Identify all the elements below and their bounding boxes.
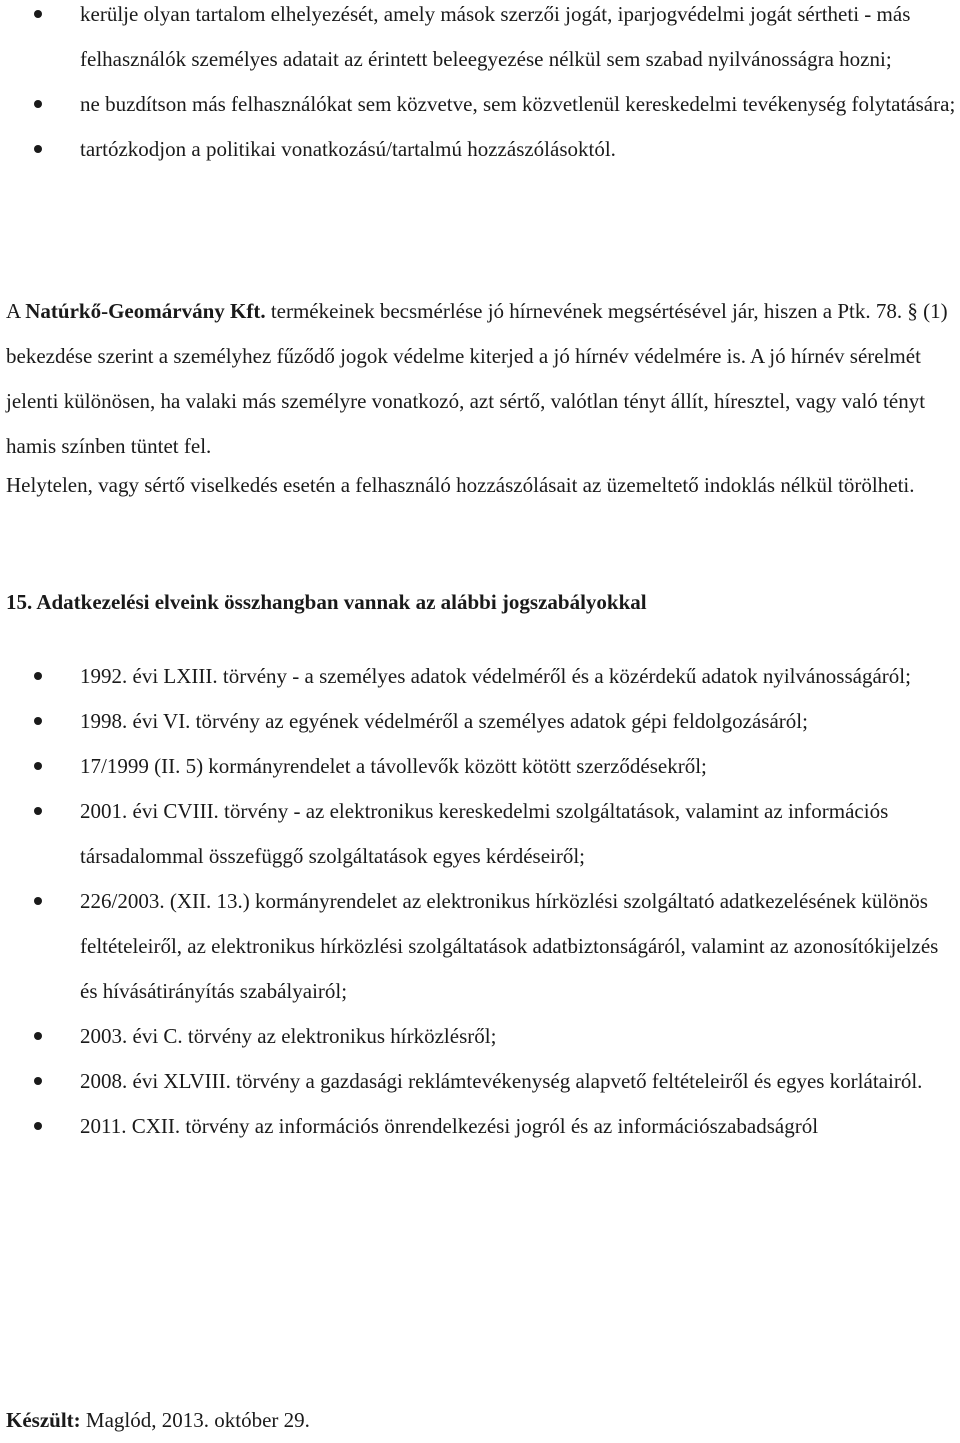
list-item-text: 1998. évi VI. törvény az egyének védelméről a személyes adatok gépi feldolgozásáról;	[80, 709, 808, 733]
list-item	[0, 1059, 960, 1104]
bullet-icon	[34, 145, 42, 153]
paragraph-prefix: A	[6, 299, 26, 323]
paragraph-body: termékeinek becsmérlése jó hírnevének megsértésével jár, hiszen a Ptk. 78. § (1) bekezdése szerint a személyhez fűződő jogok védelme kiterjed a jó hírnév védelmére is. A jó hírnév sérelmét jelenti különösen, ha valaki más személyre vonatkozó, azt sértő, valótlan tényt állít, híresztel, vagy való tényt hamis színben tüntet fel.	[6, 299, 948, 458]
list-item-text: 2003. évi C. törvény az elektronikus hírközlésről;	[80, 1024, 497, 1048]
list-item-text: 17/1999 (II. 5) kormányrendelet a távollevők között kötött szerződésekről;	[80, 754, 707, 778]
list-item-text: kerülje olyan tartalom elhelyezését, amely mások szerzői jogát, iparjogvédelmi jogát sértheti - más felhasználók személyes adatait az érintett beleegyezése nélkül sem szabad nyilvánosságra hozni;	[80, 2, 911, 71]
list-item-text: 226/2003. (XII. 13.) kormányrendelet az elektronikus hírközlési szolgáltató adatkezelésének különös feltételeiről, az elektronikus hírközlési szolgáltatások adatbiztonságáról, valamint az azonosítókijelzés és hívásátirányítás szabályairól;	[80, 889, 939, 1003]
list-item	[0, 699, 960, 744]
bullet-icon	[34, 762, 42, 770]
list-item	[0, 1104, 960, 1149]
list-item-text: 2001. évi CVIII. törvény - az elektronikus kereskedelmi szolgáltatások, valamint az információs társadalommal összefüggő szolgáltatások egyes kérdéseiről;	[80, 799, 889, 868]
laws-bullet-list	[0, 654, 960, 1149]
bullet-icon	[34, 717, 42, 725]
list-item-text: ne buzdítson más felhasználókat sem közvetve, sem közvetlenül kereskedelmi tevékenység folytatására;	[80, 92, 956, 116]
list-item	[0, 127, 960, 172]
section-heading: 15. Adatkezelési elveink összhangban vannak az alábbi jogszabályokkal	[6, 590, 647, 614]
bullet-icon	[34, 10, 42, 18]
list-item-text: 2011. CXII. törvény az információs önrendelkezési jogról és az információszabadságról	[80, 1114, 819, 1138]
list-item	[0, 0, 960, 82]
bullet-icon	[34, 1032, 42, 1040]
bullet-icon	[34, 1077, 42, 1085]
list-item	[0, 789, 960, 879]
bullet-icon	[34, 897, 42, 905]
company-name: Natúrkő-Geomárvány Kft.	[25, 299, 266, 323]
list-item	[0, 82, 960, 127]
signoff-value: Maglód, 2013. október 29.	[80, 1408, 310, 1432]
deletion-paragraph: Helytelen, vagy sértő viselkedés esetén a felhasználó hozzászólásait az üzemeltető indoklás nélkül törölheti.	[6, 473, 915, 497]
list-item	[0, 1014, 960, 1059]
bullet-icon	[34, 100, 42, 108]
list-item	[0, 879, 960, 1014]
bullet-icon	[34, 807, 42, 815]
list-item-text: tartózkodjon a politikai vonatkozású/tartalmú hozzászólásoktól.	[80, 137, 616, 161]
bullet-icon	[34, 672, 42, 680]
reputation-paragraph	[6, 289, 956, 469]
rules-bullet-list	[0, 0, 960, 172]
list-item	[0, 654, 960, 699]
signoff-line	[6, 1398, 310, 1443]
list-item-text: 1992. évi LXIII. törvény - a személyes adatok védelméről és a közérdekű adatok nyilvánosságáról;	[80, 664, 911, 688]
list-item-text: 2008. évi XLVIII. törvény a gazdasági reklámtevékenység alapvető feltételeiről és egyes korlátairól.	[80, 1069, 923, 1093]
bullet-icon	[34, 1122, 42, 1130]
signoff-label: Készült:	[6, 1408, 81, 1432]
list-item	[0, 744, 960, 789]
